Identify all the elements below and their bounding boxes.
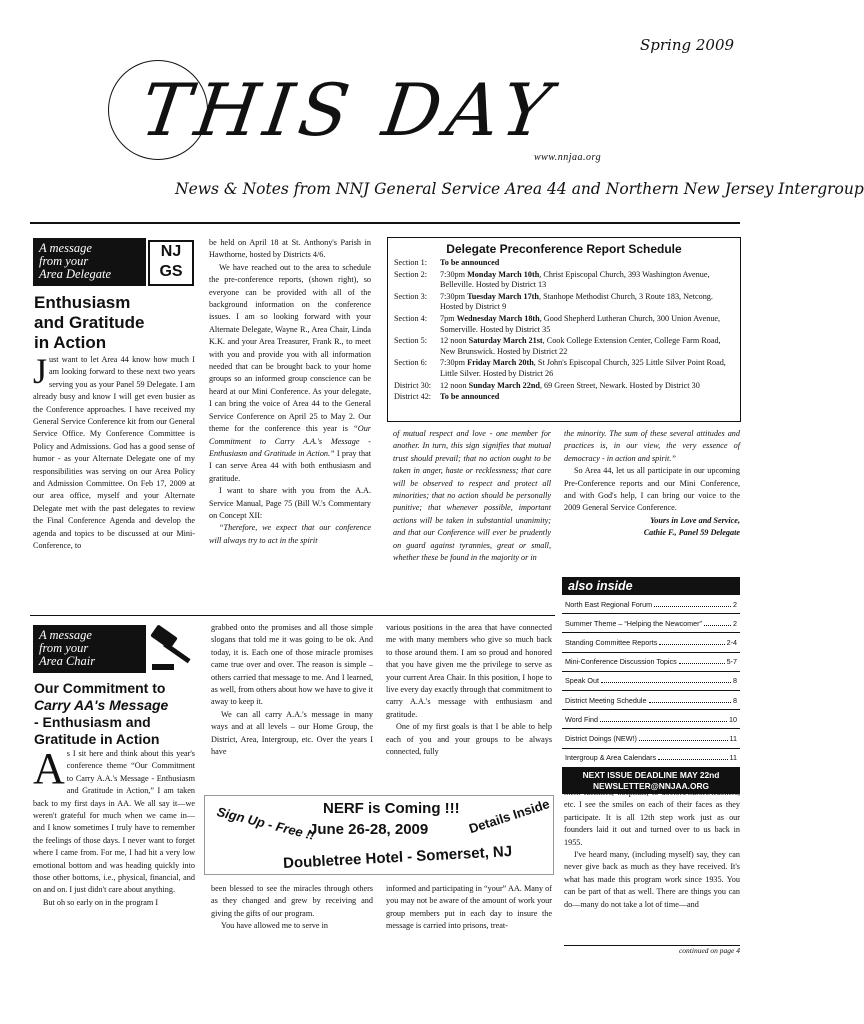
toc-title: District Meeting Schedule — [565, 695, 647, 705]
tagline: News & Notes from NNJ General Service Area 44 and Northern New Jersey Intergroup — [175, 180, 864, 198]
toc-title: Mini-Conference Discussion Topics — [565, 657, 677, 667]
deadline-text: NEXT ISSUE DEADLINE MAY 22nd — [582, 769, 720, 780]
schedule-details — [440, 292, 734, 313]
banner-line: from your — [39, 254, 89, 268]
toc-title: Intergroup & Area Calendars — [565, 753, 657, 763]
header-divider — [30, 222, 740, 224]
toc-title: Speak Out — [565, 676, 599, 686]
paragraph: We have reached out to the area to schedule the pre-conference reports, (shown right), so everyone can be provided with all of the background information on the conference issues. I am so looking forward with your Alternate Delegate, Wayne R., Area Chair, Linda K.K. and your Area Treasurer, Frank R., to meet with you and provide you with all information needed that can be brought back to your home groups so an informed group conscience can be heard at our Mini Conference. As your delegate, I can bring the voice of Area 44 to the General Service Conference on April 25 to May 2. Our theme for the conference this year is — [209, 262, 371, 434]
toc-page: 11 — [729, 753, 737, 763]
toc-leader — [704, 619, 731, 626]
paragraph: We can all carry A.A.'s message in many ways and at all levels – our Home Group, the District, Area, Intergroup, etc. Over the years I have — [211, 709, 373, 757]
toc-item[interactable] — [562, 749, 740, 768]
toc-page: 2-4 — [726, 637, 737, 647]
paragraph: I've heard many, (including myself) say, they can never give back as much as they have received. It's what has made this program work since 1935. You can be part of that as well. There are things you can do—many do not take a lot of time—and — [564, 850, 740, 909]
schedule-date: To be announced — [440, 392, 500, 402]
schedule-date: Tuesday March 17th — [467, 291, 539, 301]
paragraph: I want to share with you from the A.A. Service Manual, Page 75 (Bill W.'s Commentary on Concept XII: — [209, 486, 371, 520]
toc-page: 5-7 — [726, 657, 737, 667]
schedule-details — [440, 336, 734, 357]
toc-page: 2 — [733, 599, 737, 609]
schedule-venue: , Stanhope Methodist Church, 3 Route 183, Netcong. Hosted by District 9 — [440, 291, 713, 312]
preconference-schedule-box — [387, 237, 741, 422]
schedule-date: Wednesday March 18th — [456, 313, 540, 323]
paragraph: ment facilities, hospitals, to doctors/nurses/teachers, etc. I see the smiles on each of their faces as they participate. It is all 12th step work just as our founders laid it out and turned over to us back in 1955. — [564, 788, 740, 847]
schedule-row — [394, 258, 734, 269]
paragraph: So Area 44, let us all participate in our upcoming Pre-Conference reports and our Mini Conference, and with God's help, I can bring our voice to the 2009 General Service Conference. — [564, 466, 740, 513]
nerf-signup: Sign Up - Free !! — [215, 804, 317, 843]
paragraph: various positions in the area that have connected me with many members who give so much back to those around them. I am so proud and honored that you have given me the privilege to serve as your current Area Chair. In this position, I hope to live every day exactly through that commitment to carry A.A.'s message with enthusiasm and gratitude. — [386, 623, 552, 719]
delegate-column-3 — [393, 428, 551, 611]
dropcap: A — [33, 744, 65, 793]
theme-quote: “Our Commitment to Carry A.A.'s Message - Enthusiasm and Gratitude in Action.” — [209, 424, 371, 458]
schedule-row — [394, 381, 734, 392]
schedule-date: Monday March 10th — [467, 269, 540, 279]
toc-title: Standing Committee Reports — [565, 637, 658, 647]
nerf-coming: NERF is Coming !!! — [323, 800, 460, 817]
paragraph: the minority. The sum of these several attitudes and practices is, in our view, the very essence of democracy - in action and spirit.” — [564, 429, 740, 463]
toc-page: 10 — [729, 714, 737, 724]
toc-page: 2 — [733, 618, 737, 628]
schedule-label: Section 4: — [394, 313, 427, 323]
paragraph: I pray that I can serve Area 44 with both enthusiasm and gratitude. — [209, 448, 372, 483]
schedule-title: Delegate Preconference Report Schedule — [446, 242, 682, 256]
schedule-row — [394, 358, 734, 379]
schedule-row — [394, 392, 734, 403]
chair-column-4 — [564, 787, 740, 947]
schedule-venue: , Cook College Extension Center, College Farm Road, New Brunswick. Hosted by District 22 — [440, 336, 721, 356]
title-line: Carry AA's Message — [34, 697, 169, 713]
chair-column-3-bottom — [386, 883, 552, 963]
signature-line: Yours in Love and Service, — [650, 515, 740, 525]
banner-line: A message — [39, 241, 92, 255]
chair-banner — [33, 625, 146, 673]
delegate-column-4 — [564, 428, 740, 576]
schedule-label: Section 5: — [394, 336, 427, 346]
section-divider — [30, 615, 555, 616]
chair-column-3-top — [386, 622, 552, 792]
toc-item[interactable] — [562, 729, 740, 748]
toc-page: 11 — [729, 733, 737, 743]
toc-leader — [659, 638, 724, 645]
schedule-date: To be announced — [440, 258, 500, 267]
schedule-time: 7pm — [440, 313, 457, 323]
toc-item[interactable] — [562, 691, 740, 710]
toc-leader — [639, 734, 728, 741]
toc-page: 8 — [733, 676, 737, 686]
table-of-contents — [562, 595, 740, 768]
gavel-icon — [148, 624, 200, 674]
logo-text: NJ — [160, 243, 182, 260]
njgs-logo — [148, 240, 194, 286]
chair-article-title — [34, 680, 206, 748]
newsletter-email[interactable]: NEWSLETTER@NNJAA.ORG — [592, 780, 710, 791]
toc-item[interactable] — [562, 614, 740, 633]
chair-column-1 — [33, 744, 195, 953]
nerf-promo-banner[interactable] — [204, 795, 554, 875]
schedule-label: Section 3: — [394, 291, 427, 301]
toc-leader — [658, 753, 727, 760]
website-link[interactable]: www.nnjaa.org — [534, 152, 602, 163]
schedule-details — [440, 314, 734, 335]
schedule-row — [394, 336, 734, 357]
quote-paragraph: “Therefore, we expect that our conference will always try to act in the spirit — [209, 523, 371, 545]
toc-leader — [649, 696, 732, 703]
schedule-details — [440, 258, 734, 269]
schedule-time: 12 noon — [440, 380, 469, 390]
title-line: - Enthusiasm and — [34, 714, 151, 730]
nerf-dates: June 26-28, 2009 — [309, 821, 429, 838]
also-inside-box — [562, 577, 740, 794]
schedule-label: District 42: — [394, 392, 432, 402]
toc-leader — [600, 715, 727, 722]
schedule-row — [394, 292, 734, 313]
paragraph: ust want to let Area 44 know how much I am looking forward to these next two years serving you as your Panel 59 Delegate. I am already busy and know I will get even busier as the Conference approaches. I have received my General Service Conference kit from our General Service Office. My Conference Committee is Policy and Admissions. God has a good sense of humor - as your Alternate Delegate one of my responsibilities was serving on our Area Policy and Admission Committee. On Feb 17, 2009 at our area office, myself and your Alternate Delegate met with the past delegates to review the Final Conference Agenda and develop the agenda and topics to be discussed at our Mini-Conference, to — [33, 355, 195, 551]
schedule-time: 12 noon — [440, 336, 469, 346]
schedule-time: 7:30pm — [440, 269, 468, 279]
schedule-details — [440, 381, 734, 392]
paragraph: You have allowed me to serve in — [221, 921, 328, 931]
banner-line: Area Chair — [39, 654, 96, 668]
schedule-details — [440, 392, 734, 403]
banner-line: from your — [39, 641, 89, 655]
toc-title: Summer Theme – “Helping the Newcomer” — [565, 618, 702, 628]
schedule-rows — [394, 258, 734, 403]
schedule-venue: , 69 Green Street, Newark. Hosted by District 30 — [539, 380, 700, 390]
delegate-banner — [33, 238, 146, 286]
paragraph: One of my first goals is that I be able to help each of you and your groups to be always connected, fully — [386, 722, 552, 757]
chair-column-2-top — [211, 622, 373, 792]
continued-note[interactable]: continued on page 4 — [678, 946, 740, 955]
dropcap: J — [33, 351, 48, 391]
schedule-date: Saturday March 21st — [468, 336, 543, 346]
toc-item[interactable] — [562, 672, 740, 691]
schedule-label: Section 1: — [394, 258, 427, 267]
toc-page: 8 — [733, 695, 737, 705]
schedule-venue: , St John's Episcopal Church, 325 Little Silver Point Road, Little Silver. Hosted by District 26 — [440, 358, 726, 378]
nerf-venue: Doubletree Hotel - Somerset, NJ — [282, 843, 513, 872]
schedule-time: 7:30pm — [440, 358, 468, 368]
schedule-time: 7:30pm — [440, 291, 468, 301]
title-line: Enthusiasm — [34, 293, 131, 312]
toc-item[interactable] — [562, 710, 740, 729]
paragraph: informed and participating in “your” AA. Many of you may not be aware of the amount of work your group members put in each day to insure the message is carried into prisons, treat- — [386, 884, 552, 931]
title-line: in Action — [34, 333, 107, 352]
banner-line: Area Delegate — [39, 267, 112, 281]
toc-leader — [654, 600, 731, 607]
paragraph: been blessed to see the miracles through others as they changed and grew by receiving and giving the gifts of our program. — [211, 884, 373, 918]
delegate-column-1 — [33, 351, 195, 609]
chair-column-2-bottom — [211, 883, 373, 963]
schedule-venue: , Good Shepherd Lutheran Church, 300 Union Avenue, Somerville. Hosted by District 35 — [440, 313, 721, 334]
schedule-row — [394, 314, 734, 335]
also-inside-heading: also inside — [562, 577, 740, 595]
paragraph: grabbed onto the promises and all those simple slogans that told me it was going to be ok. And today, it is. Each one of those miracle promises came true over and over. The reason is simple – others carried that message to me. And I learned, as well, from others about how we have to give it away to keep it. — [211, 623, 373, 707]
title-line: and Gratitude — [34, 313, 145, 332]
schedule-label: District 30: — [394, 380, 432, 390]
paragraph: of mutual respect and love - one member for another. In turn, this sign signifies that mutual trust should prevail; that no action ought to be taken in anger, haste or recklessness; that care will be observed to respect and protect all minorities; that no action should be personally punitive; that whenever possible, important actions will be taken in substantial unanimity; and that our Conference will ever be prudently on guard against tyrannies, great or small, whether these be found in the majority or in — [393, 429, 551, 563]
nerf-details: Details Inside — [467, 796, 552, 837]
title-line: Our Commitment to — [34, 680, 166, 696]
toc-title: Word Find — [565, 714, 599, 724]
toc-leader — [679, 657, 725, 664]
toc-title: District Doings (NEW!) — [565, 733, 637, 743]
title-line: Gratitude in Action — [34, 731, 160, 747]
delegate-article-title — [34, 293, 204, 353]
schedule-row — [394, 270, 734, 291]
toc-item[interactable] — [562, 653, 740, 672]
schedule-details — [440, 358, 734, 379]
schedule-label: Section 6: — [394, 358, 427, 368]
issue-season: Spring 2009 — [640, 36, 735, 54]
schedule-date: Sunday March 22nd — [468, 380, 540, 390]
delegate-column-2 — [209, 237, 371, 609]
toc-item[interactable] — [562, 633, 740, 652]
paragraph: But oh so early on in the program I — [43, 897, 159, 907]
paragraph: be held on April 18 at St. Anthony's Parish in Hawthorne, hosted by Districts 4/6. — [209, 238, 371, 260]
toc-leader — [601, 676, 731, 683]
schedule-date: Friday March 20th — [467, 358, 534, 368]
schedule-label: Section 2: — [394, 269, 427, 279]
signature-line: Cathie F., Panel 59 Delegate — [643, 528, 740, 538]
masthead-title: THIS DAY — [136, 68, 562, 152]
logo-text: GS — [159, 263, 183, 280]
toc-item[interactable] — [562, 595, 740, 614]
banner-line: A message — [39, 628, 92, 642]
schedule-details — [440, 270, 734, 291]
schedule-venue: , Christ Episcopal Church, 393 Washington Avenue, Belleville. Hosted by District 13 — [440, 269, 710, 290]
toc-title: North East Regional Forum — [565, 599, 653, 609]
paragraph: s I sit here and think about this year's conference theme “Our Commitment to Carry A.A.'s Message - Enthusiasm and Gratitude in Action,” I am taken back to my first days in AA. We all say it—we weren't grateful for much when we came in—and I know sometimes I truly have to remember the feelings of those days. I never want to forget where I came from. For me, I had hit a very low emotional bottom and was heading quickly into those other bottoms, i.e., physical, financial, and on and on. I just didn't care about anything. — [33, 749, 195, 895]
